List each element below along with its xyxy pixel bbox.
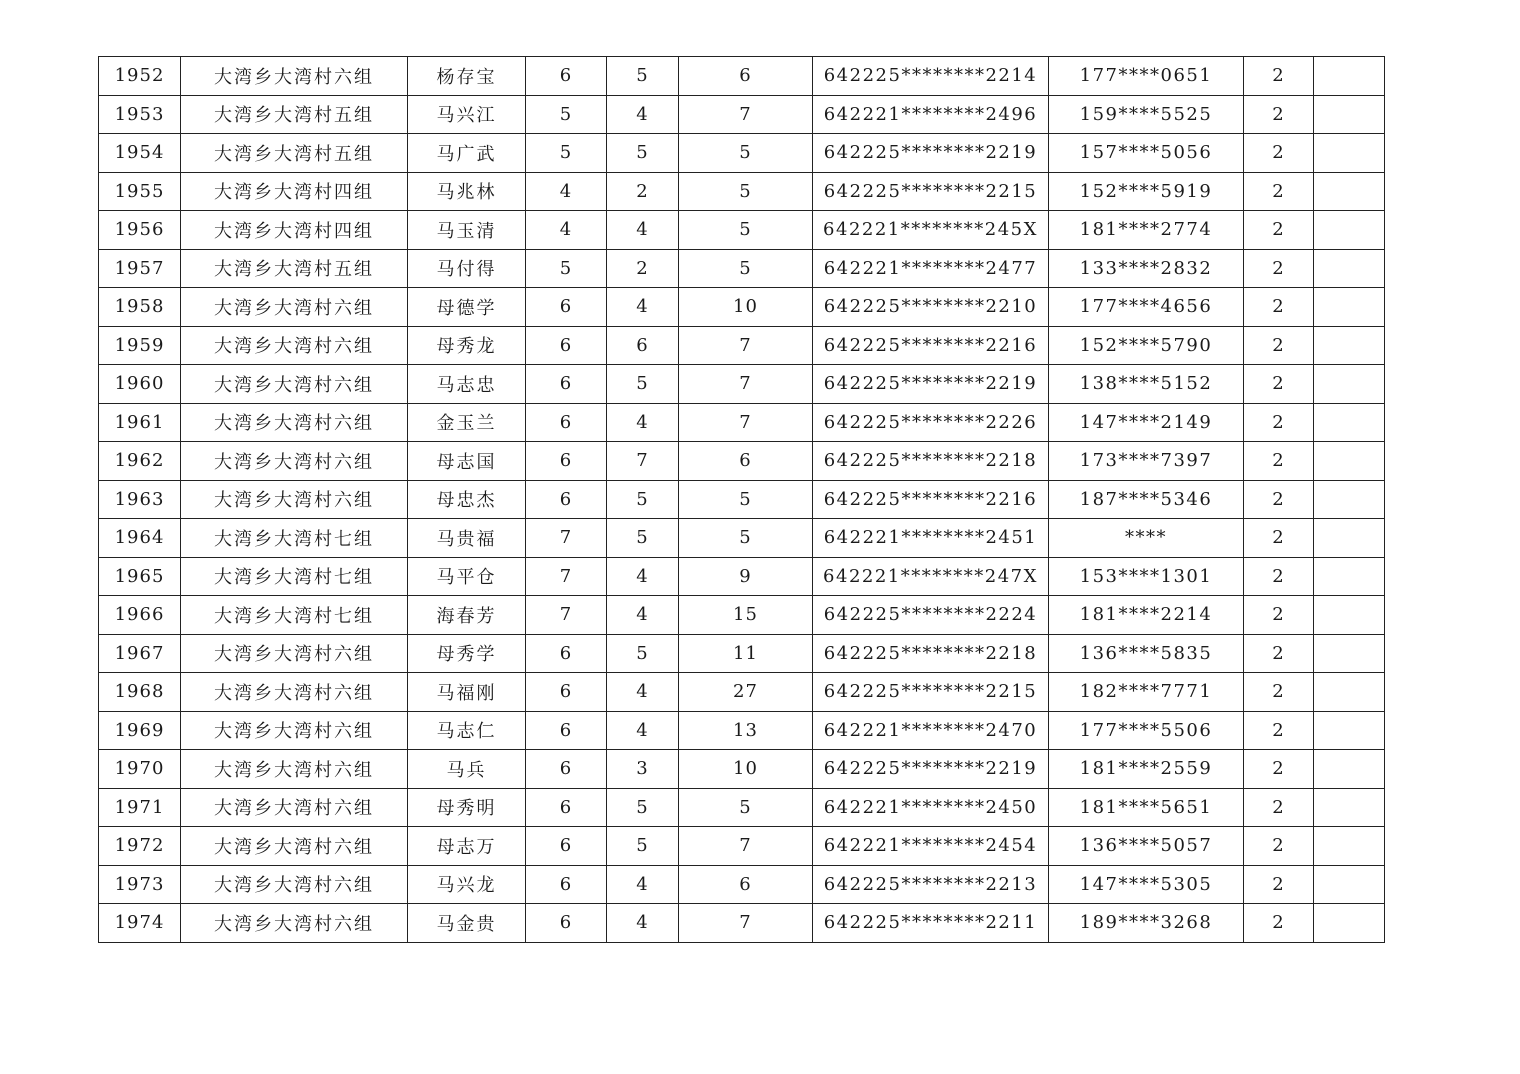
- remark-cell: [1314, 904, 1385, 943]
- id-number-cell: 642221********2454: [813, 827, 1049, 866]
- group-cell: 4: [526, 211, 607, 250]
- group-cell: 6: [526, 788, 607, 827]
- count-a-cell: 5: [607, 480, 679, 519]
- count-b-cell: 7: [679, 95, 813, 134]
- remark-cell: [1314, 249, 1385, 288]
- table-row: [99, 904, 1385, 943]
- name-cell: 杨存宝: [408, 57, 526, 96]
- group-cell: 6: [526, 904, 607, 943]
- row-number: 1961: [99, 403, 181, 442]
- count-a-cell: 4: [607, 403, 679, 442]
- row-number: 1974: [99, 904, 181, 943]
- id-number-cell: 642221********2451: [813, 519, 1049, 558]
- row-number: 1965: [99, 557, 181, 596]
- row-number: 1956: [99, 211, 181, 250]
- value-cell: 2: [1244, 711, 1314, 750]
- table-row: [99, 634, 1385, 673]
- group-cell: 7: [526, 596, 607, 635]
- remark-cell: [1314, 634, 1385, 673]
- remark-cell: [1314, 673, 1385, 712]
- id-number-cell: 642225********2216: [813, 480, 1049, 519]
- remark-cell: [1314, 57, 1385, 96]
- id-number-cell: 642221********247X: [813, 557, 1049, 596]
- phone-cell: 153****1301: [1049, 557, 1244, 596]
- value-cell: 2: [1244, 57, 1314, 96]
- row-number: 1963: [99, 480, 181, 519]
- id-number-cell: 642225********2226: [813, 403, 1049, 442]
- id-number-cell: 642221********2470: [813, 711, 1049, 750]
- address-cell: 大湾乡大湾村六组: [181, 750, 408, 789]
- value-cell: 2: [1244, 442, 1314, 481]
- group-cell: 6: [526, 634, 607, 673]
- id-number-cell: 642225********2224: [813, 596, 1049, 635]
- table-row: [99, 673, 1385, 712]
- row-number: 1958: [99, 288, 181, 327]
- address-cell: 大湾乡大湾村六组: [181, 365, 408, 404]
- phone-cell: 133****2832: [1049, 249, 1244, 288]
- count-b-cell: 5: [679, 211, 813, 250]
- count-b-cell: 11: [679, 634, 813, 673]
- value-cell: 2: [1244, 326, 1314, 365]
- remark-cell: [1314, 134, 1385, 173]
- name-cell: 金玉兰: [408, 403, 526, 442]
- address-cell: 大湾乡大湾村五组: [181, 249, 408, 288]
- table-row: [99, 288, 1385, 327]
- id-number-cell: 642221********245X: [813, 211, 1049, 250]
- phone-cell: 181****2559: [1049, 750, 1244, 789]
- phone-cell: 173****7397: [1049, 442, 1244, 481]
- count-a-cell: 4: [607, 211, 679, 250]
- remark-cell: [1314, 403, 1385, 442]
- phone-cell: 181****2774: [1049, 211, 1244, 250]
- phone-cell: 187****5346: [1049, 480, 1244, 519]
- row-number: 1954: [99, 134, 181, 173]
- group-cell: 5: [526, 249, 607, 288]
- table-row: [99, 865, 1385, 904]
- value-cell: 2: [1244, 172, 1314, 211]
- address-cell: 大湾乡大湾村六组: [181, 673, 408, 712]
- phone-cell: 138****5152: [1049, 365, 1244, 404]
- remark-cell: [1314, 596, 1385, 635]
- count-b-cell: 27: [679, 673, 813, 712]
- name-cell: 马福刚: [408, 673, 526, 712]
- row-number: 1971: [99, 788, 181, 827]
- phone-cell: ****: [1049, 519, 1244, 558]
- id-number-cell: 642225********2216: [813, 326, 1049, 365]
- table-row: [99, 365, 1385, 404]
- count-b-cell: 5: [679, 172, 813, 211]
- table-row: [99, 95, 1385, 134]
- value-cell: 2: [1244, 480, 1314, 519]
- count-a-cell: 5: [607, 788, 679, 827]
- count-a-cell: 4: [607, 596, 679, 635]
- value-cell: 2: [1244, 596, 1314, 635]
- group-cell: 6: [526, 673, 607, 712]
- name-cell: 马兴江: [408, 95, 526, 134]
- table-row: [99, 827, 1385, 866]
- name-cell: 母忠杰: [408, 480, 526, 519]
- count-a-cell: 4: [607, 904, 679, 943]
- remark-cell: [1314, 788, 1385, 827]
- count-b-cell: 7: [679, 904, 813, 943]
- phone-cell: 177****5506: [1049, 711, 1244, 750]
- address-cell: 大湾乡大湾村六组: [181, 865, 408, 904]
- address-cell: 大湾乡大湾村六组: [181, 634, 408, 673]
- address-cell: 大湾乡大湾村六组: [181, 827, 408, 866]
- table-row: [99, 519, 1385, 558]
- remark-cell: [1314, 865, 1385, 904]
- count-b-cell: 5: [679, 788, 813, 827]
- phone-cell: 152****5919: [1049, 172, 1244, 211]
- count-a-cell: 3: [607, 750, 679, 789]
- count-b-cell: 7: [679, 326, 813, 365]
- address-cell: 大湾乡大湾村六组: [181, 442, 408, 481]
- count-b-cell: 7: [679, 403, 813, 442]
- value-cell: 2: [1244, 95, 1314, 134]
- name-cell: 母德学: [408, 288, 526, 327]
- table-row: [99, 249, 1385, 288]
- count-a-cell: 4: [607, 557, 679, 596]
- name-cell: 母秀明: [408, 788, 526, 827]
- table-row: [99, 788, 1385, 827]
- group-cell: 6: [526, 326, 607, 365]
- row-number: 1964: [99, 519, 181, 558]
- count-b-cell: 9: [679, 557, 813, 596]
- group-cell: 6: [526, 57, 607, 96]
- count-a-cell: 6: [607, 326, 679, 365]
- remark-cell: [1314, 557, 1385, 596]
- value-cell: 2: [1244, 788, 1314, 827]
- address-cell: 大湾乡大湾村六组: [181, 288, 408, 327]
- name-cell: 马志仁: [408, 711, 526, 750]
- name-cell: 马兵: [408, 750, 526, 789]
- count-a-cell: 4: [607, 288, 679, 327]
- id-number-cell: 642225********2215: [813, 673, 1049, 712]
- count-a-cell: 4: [607, 865, 679, 904]
- remark-cell: [1314, 480, 1385, 519]
- id-number-cell: 642225********2210: [813, 288, 1049, 327]
- group-cell: 7: [526, 557, 607, 596]
- name-cell: 母志万: [408, 827, 526, 866]
- row-number: 1952: [99, 57, 181, 96]
- table-row: [99, 442, 1385, 481]
- remark-cell: [1314, 711, 1385, 750]
- phone-cell: 159****5525: [1049, 95, 1244, 134]
- id-number-cell: 642225********2214: [813, 57, 1049, 96]
- value-cell: 2: [1244, 365, 1314, 404]
- name-cell: 马平仓: [408, 557, 526, 596]
- table-row: [99, 172, 1385, 211]
- address-cell: 大湾乡大湾村四组: [181, 211, 408, 250]
- id-number-cell: 642225********2213: [813, 865, 1049, 904]
- name-cell: 马玉清: [408, 211, 526, 250]
- count-b-cell: 6: [679, 57, 813, 96]
- name-cell: 马贵福: [408, 519, 526, 558]
- name-cell: 海春芳: [408, 596, 526, 635]
- group-cell: 6: [526, 711, 607, 750]
- count-b-cell: 7: [679, 827, 813, 866]
- count-a-cell: 5: [607, 634, 679, 673]
- group-cell: 6: [526, 365, 607, 404]
- value-cell: 2: [1244, 904, 1314, 943]
- count-a-cell: 2: [607, 249, 679, 288]
- id-number-cell: 642225********2219: [813, 134, 1049, 173]
- count-b-cell: 5: [679, 519, 813, 558]
- table-body: [99, 57, 1385, 943]
- phone-cell: 152****5790: [1049, 326, 1244, 365]
- value-cell: 2: [1244, 673, 1314, 712]
- name-cell: 马付得: [408, 249, 526, 288]
- group-cell: 6: [526, 403, 607, 442]
- remark-cell: [1314, 95, 1385, 134]
- table-row: [99, 57, 1385, 96]
- count-a-cell: 5: [607, 827, 679, 866]
- id-number-cell: 642221********2450: [813, 788, 1049, 827]
- count-b-cell: 15: [679, 596, 813, 635]
- row-number: 1968: [99, 673, 181, 712]
- id-number-cell: 642225********2211: [813, 904, 1049, 943]
- phone-cell: 147****5305: [1049, 865, 1244, 904]
- name-cell: 母志国: [408, 442, 526, 481]
- remark-cell: [1314, 827, 1385, 866]
- count-b-cell: 5: [679, 249, 813, 288]
- table-row: [99, 711, 1385, 750]
- value-cell: 2: [1244, 865, 1314, 904]
- phone-cell: 136****5835: [1049, 634, 1244, 673]
- count-a-cell: 7: [607, 442, 679, 481]
- address-cell: 大湾乡大湾村六组: [181, 711, 408, 750]
- count-b-cell: 10: [679, 750, 813, 789]
- group-cell: 7: [526, 519, 607, 558]
- name-cell: 母秀龙: [408, 326, 526, 365]
- phone-cell: 181****5651: [1049, 788, 1244, 827]
- row-number: 1960: [99, 365, 181, 404]
- phone-cell: 182****7771: [1049, 673, 1244, 712]
- count-a-cell: 5: [607, 134, 679, 173]
- name-cell: 马广武: [408, 134, 526, 173]
- row-number: 1959: [99, 326, 181, 365]
- remark-cell: [1314, 326, 1385, 365]
- row-number: 1972: [99, 827, 181, 866]
- address-cell: 大湾乡大湾村七组: [181, 557, 408, 596]
- id-number-cell: 642221********2496: [813, 95, 1049, 134]
- group-cell: 6: [526, 480, 607, 519]
- value-cell: 2: [1244, 634, 1314, 673]
- address-cell: 大湾乡大湾村五组: [181, 95, 408, 134]
- table-row: [99, 480, 1385, 519]
- address-cell: 大湾乡大湾村四组: [181, 172, 408, 211]
- row-number: 1967: [99, 634, 181, 673]
- row-number: 1962: [99, 442, 181, 481]
- table-row: [99, 211, 1385, 250]
- name-cell: 马金贵: [408, 904, 526, 943]
- group-cell: 6: [526, 288, 607, 327]
- address-cell: 大湾乡大湾村七组: [181, 519, 408, 558]
- row-number: 1955: [99, 172, 181, 211]
- value-cell: 2: [1244, 557, 1314, 596]
- table-row: [99, 750, 1385, 789]
- phone-cell: 177****4656: [1049, 288, 1244, 327]
- group-cell: 6: [526, 750, 607, 789]
- table-row: [99, 557, 1385, 596]
- row-number: 1953: [99, 95, 181, 134]
- address-cell: 大湾乡大湾村七组: [181, 596, 408, 635]
- remark-cell: [1314, 442, 1385, 481]
- table-row: [99, 596, 1385, 635]
- group-cell: 6: [526, 827, 607, 866]
- row-number: 1969: [99, 711, 181, 750]
- value-cell: 2: [1244, 827, 1314, 866]
- count-a-cell: 2: [607, 172, 679, 211]
- group-cell: 6: [526, 865, 607, 904]
- group-cell: 5: [526, 95, 607, 134]
- table-row: [99, 403, 1385, 442]
- name-cell: 马志忠: [408, 365, 526, 404]
- count-b-cell: 6: [679, 442, 813, 481]
- count-a-cell: 5: [607, 365, 679, 404]
- group-cell: 5: [526, 134, 607, 173]
- value-cell: 2: [1244, 134, 1314, 173]
- count-a-cell: 4: [607, 95, 679, 134]
- count-a-cell: 5: [607, 519, 679, 558]
- remark-cell: [1314, 365, 1385, 404]
- phone-cell: 189****3268: [1049, 904, 1244, 943]
- id-number-cell: 642225********2219: [813, 365, 1049, 404]
- id-number-cell: 642221********2477: [813, 249, 1049, 288]
- count-b-cell: 13: [679, 711, 813, 750]
- value-cell: 2: [1244, 403, 1314, 442]
- value-cell: 2: [1244, 211, 1314, 250]
- remark-cell: [1314, 519, 1385, 558]
- count-b-cell: 6: [679, 865, 813, 904]
- address-cell: 大湾乡大湾村六组: [181, 480, 408, 519]
- id-number-cell: 642225********2215: [813, 172, 1049, 211]
- row-number: 1970: [99, 750, 181, 789]
- value-cell: 2: [1244, 750, 1314, 789]
- remark-cell: [1314, 750, 1385, 789]
- phone-cell: 177****0651: [1049, 57, 1244, 96]
- count-a-cell: 4: [607, 673, 679, 712]
- id-number-cell: 642225********2219: [813, 750, 1049, 789]
- address-cell: 大湾乡大湾村六组: [181, 403, 408, 442]
- table-row: [99, 134, 1385, 173]
- address-cell: 大湾乡大湾村六组: [181, 788, 408, 827]
- value-cell: 2: [1244, 249, 1314, 288]
- address-cell: 大湾乡大湾村六组: [181, 904, 408, 943]
- name-cell: 马兴龙: [408, 865, 526, 904]
- id-number-cell: 642225********2218: [813, 634, 1049, 673]
- remark-cell: [1314, 211, 1385, 250]
- household-table: [98, 56, 1385, 943]
- value-cell: 2: [1244, 519, 1314, 558]
- name-cell: 马兆林: [408, 172, 526, 211]
- row-number: 1973: [99, 865, 181, 904]
- address-cell: 大湾乡大湾村五组: [181, 134, 408, 173]
- row-number: 1966: [99, 596, 181, 635]
- count-b-cell: 7: [679, 365, 813, 404]
- name-cell: 母秀学: [408, 634, 526, 673]
- phone-cell: 136****5057: [1049, 827, 1244, 866]
- group-cell: 6: [526, 442, 607, 481]
- row-number: 1957: [99, 249, 181, 288]
- count-b-cell: 10: [679, 288, 813, 327]
- count-a-cell: 5: [607, 57, 679, 96]
- id-number-cell: 642225********2218: [813, 442, 1049, 481]
- address-cell: 大湾乡大湾村六组: [181, 57, 408, 96]
- count-a-cell: 4: [607, 711, 679, 750]
- value-cell: 2: [1244, 288, 1314, 327]
- count-b-cell: 5: [679, 134, 813, 173]
- group-cell: 4: [526, 172, 607, 211]
- remark-cell: [1314, 288, 1385, 327]
- phone-cell: 181****2214: [1049, 596, 1244, 635]
- remark-cell: [1314, 172, 1385, 211]
- phone-cell: 157****5056: [1049, 134, 1244, 173]
- table-row: [99, 326, 1385, 365]
- phone-cell: 147****2149: [1049, 403, 1244, 442]
- address-cell: 大湾乡大湾村六组: [181, 326, 408, 365]
- count-b-cell: 5: [679, 480, 813, 519]
